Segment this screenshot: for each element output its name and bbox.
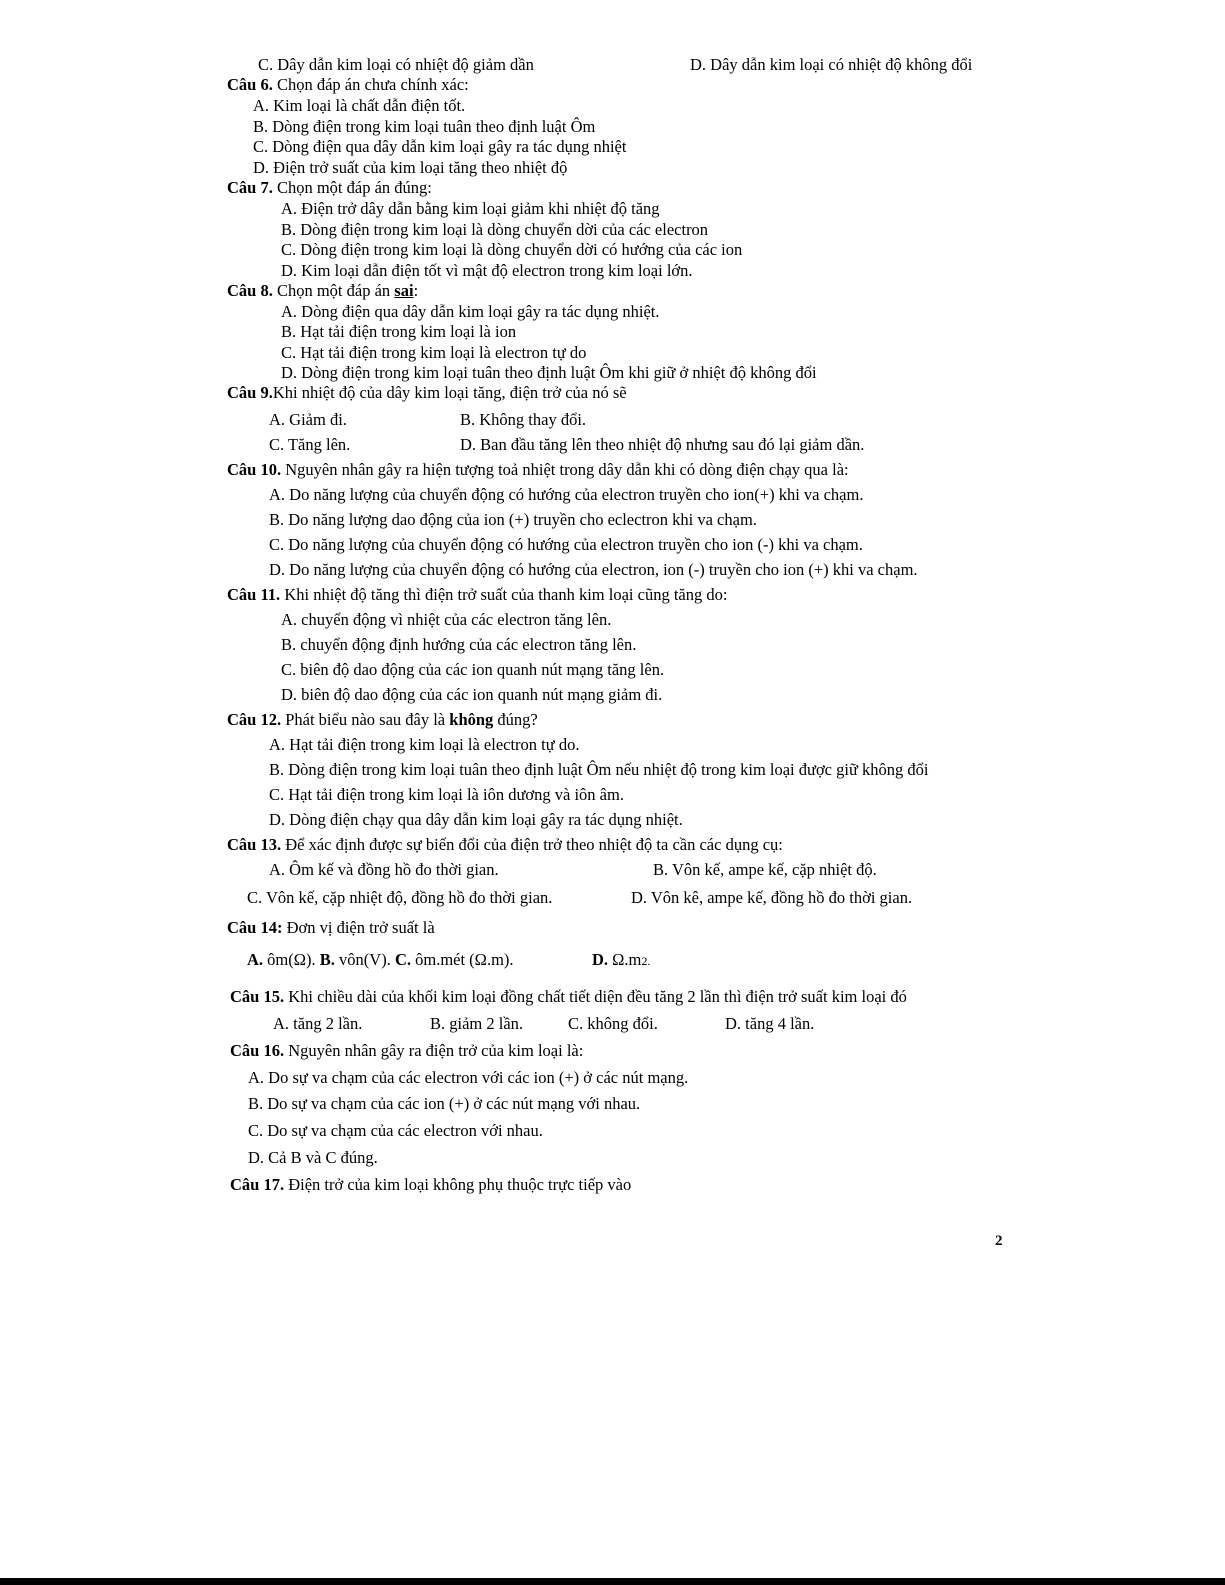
- q16-option-d: D. Cả B và C đúng.: [248, 1148, 378, 1167]
- q6-option-a: A. Kim loại là chất dẫn điện tốt.: [253, 96, 466, 115]
- q17-stem: Điện trở của kim loại không phụ thuộc trực tiếp vào: [288, 1175, 632, 1194]
- q10-stem-line: [227, 460, 849, 480]
- bottom-border: [0, 1578, 1225, 1585]
- q14-label: Câu 14:: [227, 918, 283, 937]
- q13-stem: Để xác định được sự biến đổi của điện trở theo nhiệt độ ta cần các dụng cụ:: [285, 835, 783, 854]
- q13-stem-line: [227, 835, 783, 855]
- q10-label: Câu 10.: [227, 460, 282, 479]
- q9-stem: Khi nhiệt độ của dây kim loại tăng, điện trở của nó sẽ: [272, 383, 627, 402]
- q16-option-b: B. Do sự va chạm của các ion (+) ở các nút mạng với nhau.: [248, 1094, 641, 1113]
- q15-label: Câu 15.: [230, 987, 285, 1006]
- q12-stem-emphasis: không: [449, 710, 494, 729]
- q14-option-b-key: B.: [319, 950, 335, 969]
- q14-option-d: Ω.m: [612, 950, 642, 969]
- q12-option-b: B. Dòng điện trong kim loại tuân theo định luật Ôm nếu nhiệt độ trong kim loại được giữ không đổi: [269, 760, 929, 779]
- q5-option-d: D. Dây dẫn kim loại có nhiệt độ không đổi: [690, 55, 973, 74]
- q10-option-a: A. Do năng lượng của chuyển động có hướng của electron truyền cho ion(+) khi va chạm.: [269, 485, 864, 504]
- q8-stem-post: :: [413, 281, 419, 300]
- q14-option-b: vôn(V).: [339, 950, 391, 969]
- q16-option-c: C. Do sự va chạm của các electron với nhau.: [248, 1121, 543, 1140]
- q15-option-a: A. tăng 2 lần.: [273, 1014, 363, 1033]
- q14-stem: Đơn vị điện trở suất là: [286, 918, 435, 937]
- q11-label: Câu 11.: [227, 585, 281, 604]
- q13-option-a: A. Ôm kế và đồng hồ đo thời gian.: [269, 860, 499, 879]
- q11-option-a: A. chuyển động vì nhiệt của các electron tăng lên.: [281, 610, 612, 629]
- q12-stem-pre: Phát biểu nào sau đây là: [285, 710, 450, 729]
- q8-label: Câu 8.: [227, 281, 273, 300]
- q15-option-b: B. giảm 2 lần.: [430, 1014, 524, 1033]
- q14-option-d-line: [592, 950, 650, 971]
- q11-stem: Khi nhiệt độ tăng thì điện trở suất của thanh kim loại cũng tăng do:: [284, 585, 728, 604]
- q16-stem: Nguyên nhân gây ra điện trở của kim loại là:: [288, 1041, 584, 1060]
- q11-option-d: D. biên độ dao động của các ion quanh nút mạng giảm đi.: [281, 685, 663, 704]
- q12-option-d: D. Dòng điện chạy qua dây dẫn kim loại gây ra tác dụng nhiệt.: [269, 810, 683, 829]
- q9-option-a: A. Giảm đi.: [269, 410, 347, 429]
- q9-stem-line: [227, 383, 627, 403]
- q13-option-c: C. Vôn kế, cặp nhiệt độ, đồng hồ đo thời gian.: [247, 888, 553, 907]
- q13-label: Câu 13.: [227, 835, 282, 854]
- q11-option-c: C. biên độ dao động của các ion quanh nút mạng tăng lên.: [281, 660, 665, 679]
- q11-option-b: B. chuyển động định hướng của các electron tăng lên.: [281, 635, 637, 654]
- q6-option-b: B. Dòng điện trong kim loại tuân theo định luật Ôm: [253, 117, 596, 136]
- q7-stem-line: [227, 178, 432, 198]
- q10-stem: Nguyên nhân gây ra hiện tượng toả nhiệt trong dây dẫn khi có dòng điện chạy qua là:: [285, 460, 849, 479]
- q7-option-d: D. Kim loại dẫn điện tốt vì mật độ electron trong kim loại lớn.: [281, 261, 693, 280]
- q13-option-b: B. Vôn kế, ampe kế, cặp nhiệt độ.: [653, 860, 877, 879]
- q12-stem-line: [227, 710, 538, 730]
- q17-label: Câu 17.: [230, 1175, 285, 1194]
- q7-option-a: A. Điện trở dây dẫn bằng kim loại giảm khi nhiệt độ tăng: [281, 199, 660, 218]
- q9-option-c: C. Tăng lên.: [269, 435, 351, 454]
- q6-stem: Chọn đáp án chưa chính xác:: [276, 75, 469, 94]
- q12-label: Câu 12.: [227, 710, 282, 729]
- q10-option-d: D. Do năng lượng của chuyển động có hướng của electron, ion (-) truyền cho ion (+) khi va chạm.: [269, 560, 918, 579]
- q14-option-a: ôm(Ω).: [267, 950, 316, 969]
- q17-stem-line: [230, 1175, 631, 1195]
- q15-option-d: D. tăng 4 lần.: [725, 1014, 815, 1033]
- q6-option-c: C. Dòng điện qua dây dẫn kim loại gây ra tác dụng nhiệt: [253, 137, 627, 156]
- q7-stem: Chọn một đáp án đúng:: [276, 178, 432, 197]
- q8-option-a: A. Dòng điện qua dây dẫn kim loại gây ra tác dụng nhiệt.: [281, 302, 660, 321]
- q14-option-c-key: C.: [394, 950, 411, 969]
- q11-stem-line: [227, 585, 727, 605]
- q16-option-a: A. Do sự va chạm của các electron với các ion (+) ở các nút mạng.: [248, 1068, 689, 1087]
- q10-option-c: C. Do năng lượng của chuyển động có hướng của electron truyền cho ion (-) khi va chạm.: [269, 535, 863, 554]
- q13-option-d: D. Vôn kê, ampe kế, đồng hồ đo thời gian.: [631, 888, 913, 907]
- q16-label: Câu 16.: [230, 1041, 285, 1060]
- q14-options-abc: [247, 950, 514, 970]
- q8-option-d: D. Dòng điện trong kim loại tuân theo định luật Ôm khi giữ ở nhiệt độ không đổi: [281, 363, 817, 382]
- q6-option-d: D. Điện trở suất của kim loại tăng theo nhiệt độ: [253, 158, 568, 177]
- q10-option-b: B. Do năng lượng dao động của ion (+) truyền cho eclectron khi va chạm.: [269, 510, 757, 529]
- q5-option-c: C. Dây dẫn kim loại có nhiệt độ giảm dần: [258, 55, 534, 74]
- page-number: 2: [995, 1233, 1003, 1249]
- q8-stem-line: [227, 281, 418, 301]
- q14-stem-line: [227, 918, 435, 938]
- q14-option-a-key: A.: [247, 950, 264, 969]
- q12-option-c: C. Hạt tải điện trong kim loại là iôn dương và iôn âm.: [269, 785, 624, 804]
- q9-option-d: D. Ban đầu tăng lên theo nhiệt độ nhưng sau đó lại giảm dần.: [460, 435, 865, 454]
- q14-option-d-key: D.: [592, 950, 609, 969]
- q14-option-c: ôm.mét (Ω.m).: [415, 950, 514, 969]
- q15-option-c: C. không đổi.: [568, 1014, 658, 1033]
- q6-label: Câu 6.: [227, 75, 273, 94]
- q8-stem-emphasis: sai: [394, 281, 414, 300]
- q12-stem-post: đúng?: [493, 710, 538, 729]
- q7-label: Câu 7.: [227, 178, 273, 197]
- q12-option-a: A. Hạt tải điện trong kim loại là electron tự do.: [269, 735, 580, 754]
- q14-option-d-subscript: 2: [641, 954, 648, 968]
- q15-stem: Khi chiều dài của khối kim loại đồng chất tiết diện đều tăng 2 lần thì điện trở suất kim loại đó: [288, 987, 907, 1006]
- q8-option-c: C. Hạt tải điện trong kim loại là electron tự do: [281, 343, 587, 362]
- q14-option-d-end: .: [647, 954, 651, 968]
- q9-option-b: B. Không thay đổi.: [460, 410, 587, 429]
- q9-label: Câu 9.: [227, 383, 273, 402]
- q15-stem-line: [230, 987, 907, 1007]
- q8-option-b: B. Hạt tải điện trong kim loại là ion: [281, 322, 517, 341]
- q7-option-c: C. Dòng điện trong kim loại là dòng chuyển dời có hướng của các ion: [281, 240, 743, 259]
- q8-stem-pre: Chọn một đáp án: [276, 281, 395, 300]
- q16-stem-line: [230, 1041, 583, 1061]
- q7-option-b: B. Dòng điện trong kim loại là dòng chuyển dời của các electron: [281, 220, 709, 239]
- q6-stem-line: [227, 75, 469, 95]
